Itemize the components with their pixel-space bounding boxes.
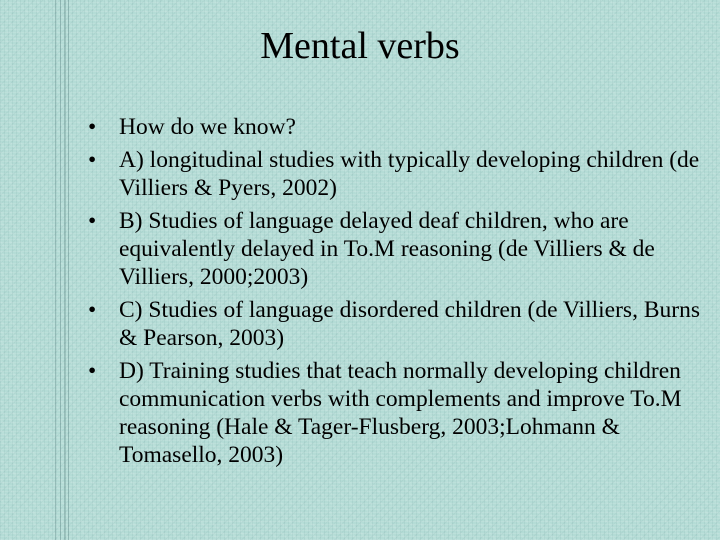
bullet-text: C) Studies of language disordered children (de Villiers, Burns & Pearson, 2003) [119,297,700,351]
bullet-list [88,113,703,474]
bullet-item-deaf-children-studies [88,207,703,291]
bullet-marker: • [88,297,97,323]
bullet-marker: • [88,114,97,140]
bullet-item-language-disordered-studies [88,296,703,352]
background-texture-line [55,0,56,540]
bullet-item-how-do-we-know [88,113,703,141]
bullet-text: D) Training studies that teach normally developing children communication verbs with complements and improve To.M reasoning (Hale & Tager-Flusberg, 2003;Lohmann & Tomasello, 2003) [119,358,682,468]
bullet-item-longitudinal-studies [88,146,703,202]
bullet-text: How do we know? [119,114,296,140]
bullet-text: B) Studies of language delayed deaf children, who are equivalently delayed in To.M reasoning (de Villiers & de Villiers, 2000;2003) [119,208,655,290]
background-texture-line [68,0,69,540]
background-texture-line [64,0,66,540]
bullet-marker: • [88,208,97,234]
bullet-text: A) longitudinal studies with typically developing children (de Villiers & Pyers, 2002) [119,147,700,201]
slide-title: Mental verbs [260,25,460,67]
bullet-marker: • [88,358,97,384]
bullet-item-training-studies [88,357,703,469]
bullet-marker: • [88,147,97,173]
background-texture-line [60,0,61,540]
